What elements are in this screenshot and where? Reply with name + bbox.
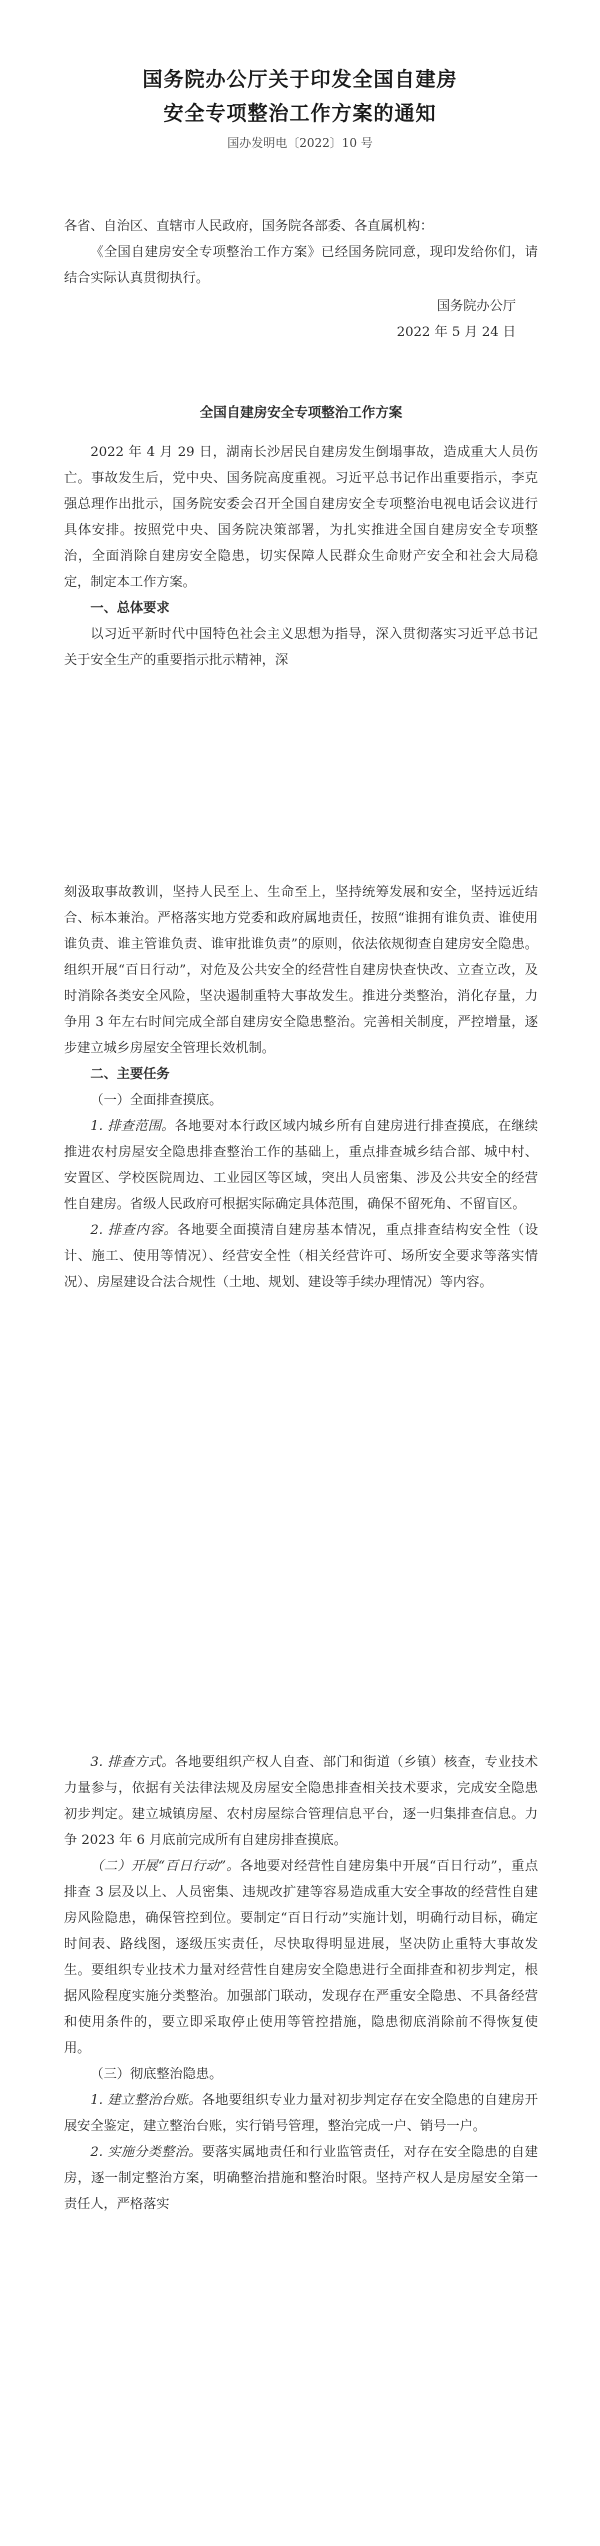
section-heading-tasks: 二、主要任务 bbox=[90, 1067, 170, 1082]
item-content-label: 2. 排查内容。 bbox=[90, 1223, 178, 1238]
notice-body bbox=[64, 214, 538, 346]
subsection-heading-survey: （一）全面排查摸底。 bbox=[90, 1093, 223, 1108]
notice-text: 《全国自建房安全专项整治工作方案》已经国务院同意，现印发给你们，请结合实际认真贯彻执行。 bbox=[64, 245, 538, 286]
item-ledger bbox=[64, 2088, 538, 2140]
item-classified bbox=[64, 2140, 538, 2218]
item-scope-label: 1. 排查范围。 bbox=[90, 1119, 175, 1134]
item-method-text: 各地要组织产权人自查、部门和街道（乡镇）核查，专业技术力量参与，依据有关法律法规及房屋安全隐患排查相关技术要求，完成安全隐患初步判定。建立城镇房屋、农村房屋综合管理信息平台，逐一归集排查信息。力争 2023 年 6 月底前完成所有自建房排查摸底。 bbox=[64, 1755, 538, 1848]
plan-section-2 bbox=[64, 880, 538, 1296]
item-ledger-text: 各地要组织专业力量对初步判定存在安全隐患的自建房开展安全鉴定，建立整治台账，实行销号管理，整治完成一户、销号一户。 bbox=[64, 2093, 538, 2134]
item-classified-text: 要落实属地责任和行业监管责任，对存在安全隐患的自建房，逐一制定整治方案，明确整治措施和整治时限。坚持产权人是房屋安全第一责任人，严格落实 bbox=[64, 2145, 538, 2212]
item-method-label: 3. 排查方式。 bbox=[90, 1755, 175, 1770]
plan-section-1 bbox=[64, 400, 538, 674]
addressee: 各省、自治区、直辖市人民政府，国务院各部委、各直属机构： bbox=[64, 219, 434, 234]
item-content bbox=[64, 1218, 538, 1296]
notice-title-line-1: 国务院办公厅关于印发全国自建房 bbox=[142, 67, 458, 91]
subsection-heading-rectify: （三）彻底整治隐患。 bbox=[90, 2067, 223, 2082]
issue-date: 2022 年 5 月 24 日 bbox=[396, 325, 516, 340]
hundred-days-text: 各地要对经营性自建房集中开展“百日行动”，重点排查 3 层及以上、人员密集、违规改扩建等容易造成重大安全事故的经营性自建房风险隐患，确保管控到位。要制定“百日行动”实施计划，明确行动目标，确定时间表、路线图，逐级压实责任，尽快取得明显进展，坚决防止重特大事故发生。要组织专业技术力量对经营性自建房安全隐患进行全面排查和初步判定，根据风险程度实施分类整治。加强部门联动，发现存在严重安全隐患、不具备经营和使用条件的，要立即采取停止使用等管控措施，隐患彻底消除前不得恢复使用。 bbox=[64, 1859, 539, 2056]
notice-title-line-2: 安全专项整治工作方案的通知 bbox=[163, 101, 437, 125]
item-scope-text: 各地要对本行政区域内城乡所有自建房进行排查摸底，在继续推进农村房屋安全隐患排查整治工作的基础上，重点排查城乡结合部、城中村、安置区、学校医院周边、工业园区等区域，突出人员密集、涉及公共安全的经营性自建房。省级人民政府可根据实际确定具体范围，确保不留死角、不留盲区。 bbox=[64, 1119, 538, 1212]
plan-intro: 2022 年 4 月 29 日，湖南长沙居民自建房发生倒塌事故，造成重大人员伤亡。事故发生后，党中央、国务院高度重视。习近平总书记作出重要指示，李克强总理作出批示，国务院安委会召开全国自建房安全专项整治电视电话会议进行具体安排。按照党中央、国务院决策部署，为扎实推进全国自建房安全专项整治，全面消除自建房安全隐患，切实保障人民群众生命财产安全和社会大局稳定，制定本工作方案。 bbox=[64, 445, 538, 590]
issuer: 国务院办公厅 bbox=[436, 299, 516, 314]
item-ledger-label: 1. 建立整治台账。 bbox=[90, 2093, 202, 2108]
item-method bbox=[64, 1750, 538, 1854]
item-scope bbox=[64, 1114, 538, 1218]
item-content-text: 各地要全面摸清自建房基本情况，重点排查结构安全性（设计、施工、使用等情况）、经营安全性（相关经营许可、场所安全要求等落实情况）、房屋建设合法合规性（土地、规划、建设等手续办理情况）等内容。 bbox=[64, 1223, 539, 1290]
section-heading-general: 一、总体要求 bbox=[90, 601, 170, 616]
item-classified-label: 2. 实施分类整治。 bbox=[90, 2145, 202, 2160]
plan-section-3 bbox=[64, 1750, 538, 2218]
notice-header bbox=[0, 0, 600, 154]
subsection-heading-hundred-days: （二）开展“百日行动”。 bbox=[90, 1859, 240, 1874]
document-number: 国办发明电〔2022〕10 号 bbox=[227, 136, 373, 150]
plan-title: 全国自建房安全专项整治工作方案 bbox=[199, 405, 403, 421]
general-requirements-part-1: 以习近平新时代中国特色社会主义思想为指导，深入贯彻落实习近平总书记关于安全生产的重要指示批示精神，深 bbox=[64, 627, 538, 668]
general-requirements-part-2: 刻汲取事故教训，坚持人民至上、生命至上，坚持统筹发展和安全，坚持远近结合、标本兼治。严格落实地方党委和政府属地责任，按照“谁拥有谁负责、谁使用谁负责、谁主管谁负责、谁审批谁负责”的原则，依法依规彻查自建房安全隐患。组织开展“百日行动”，对危及公共安全的经营性自建房快查快改、立查立改，及时消除各类安全风险，坚决遏制重特大事故发生。推进分类整治，消化存量，力争用 3 年左右时间完成全部自建房安全隐患整治。完善相关制度，严控增量，逐步建立城乡房屋安全管理长效机制。 bbox=[64, 885, 538, 1056]
subsection-hundred-days bbox=[64, 1854, 538, 2062]
